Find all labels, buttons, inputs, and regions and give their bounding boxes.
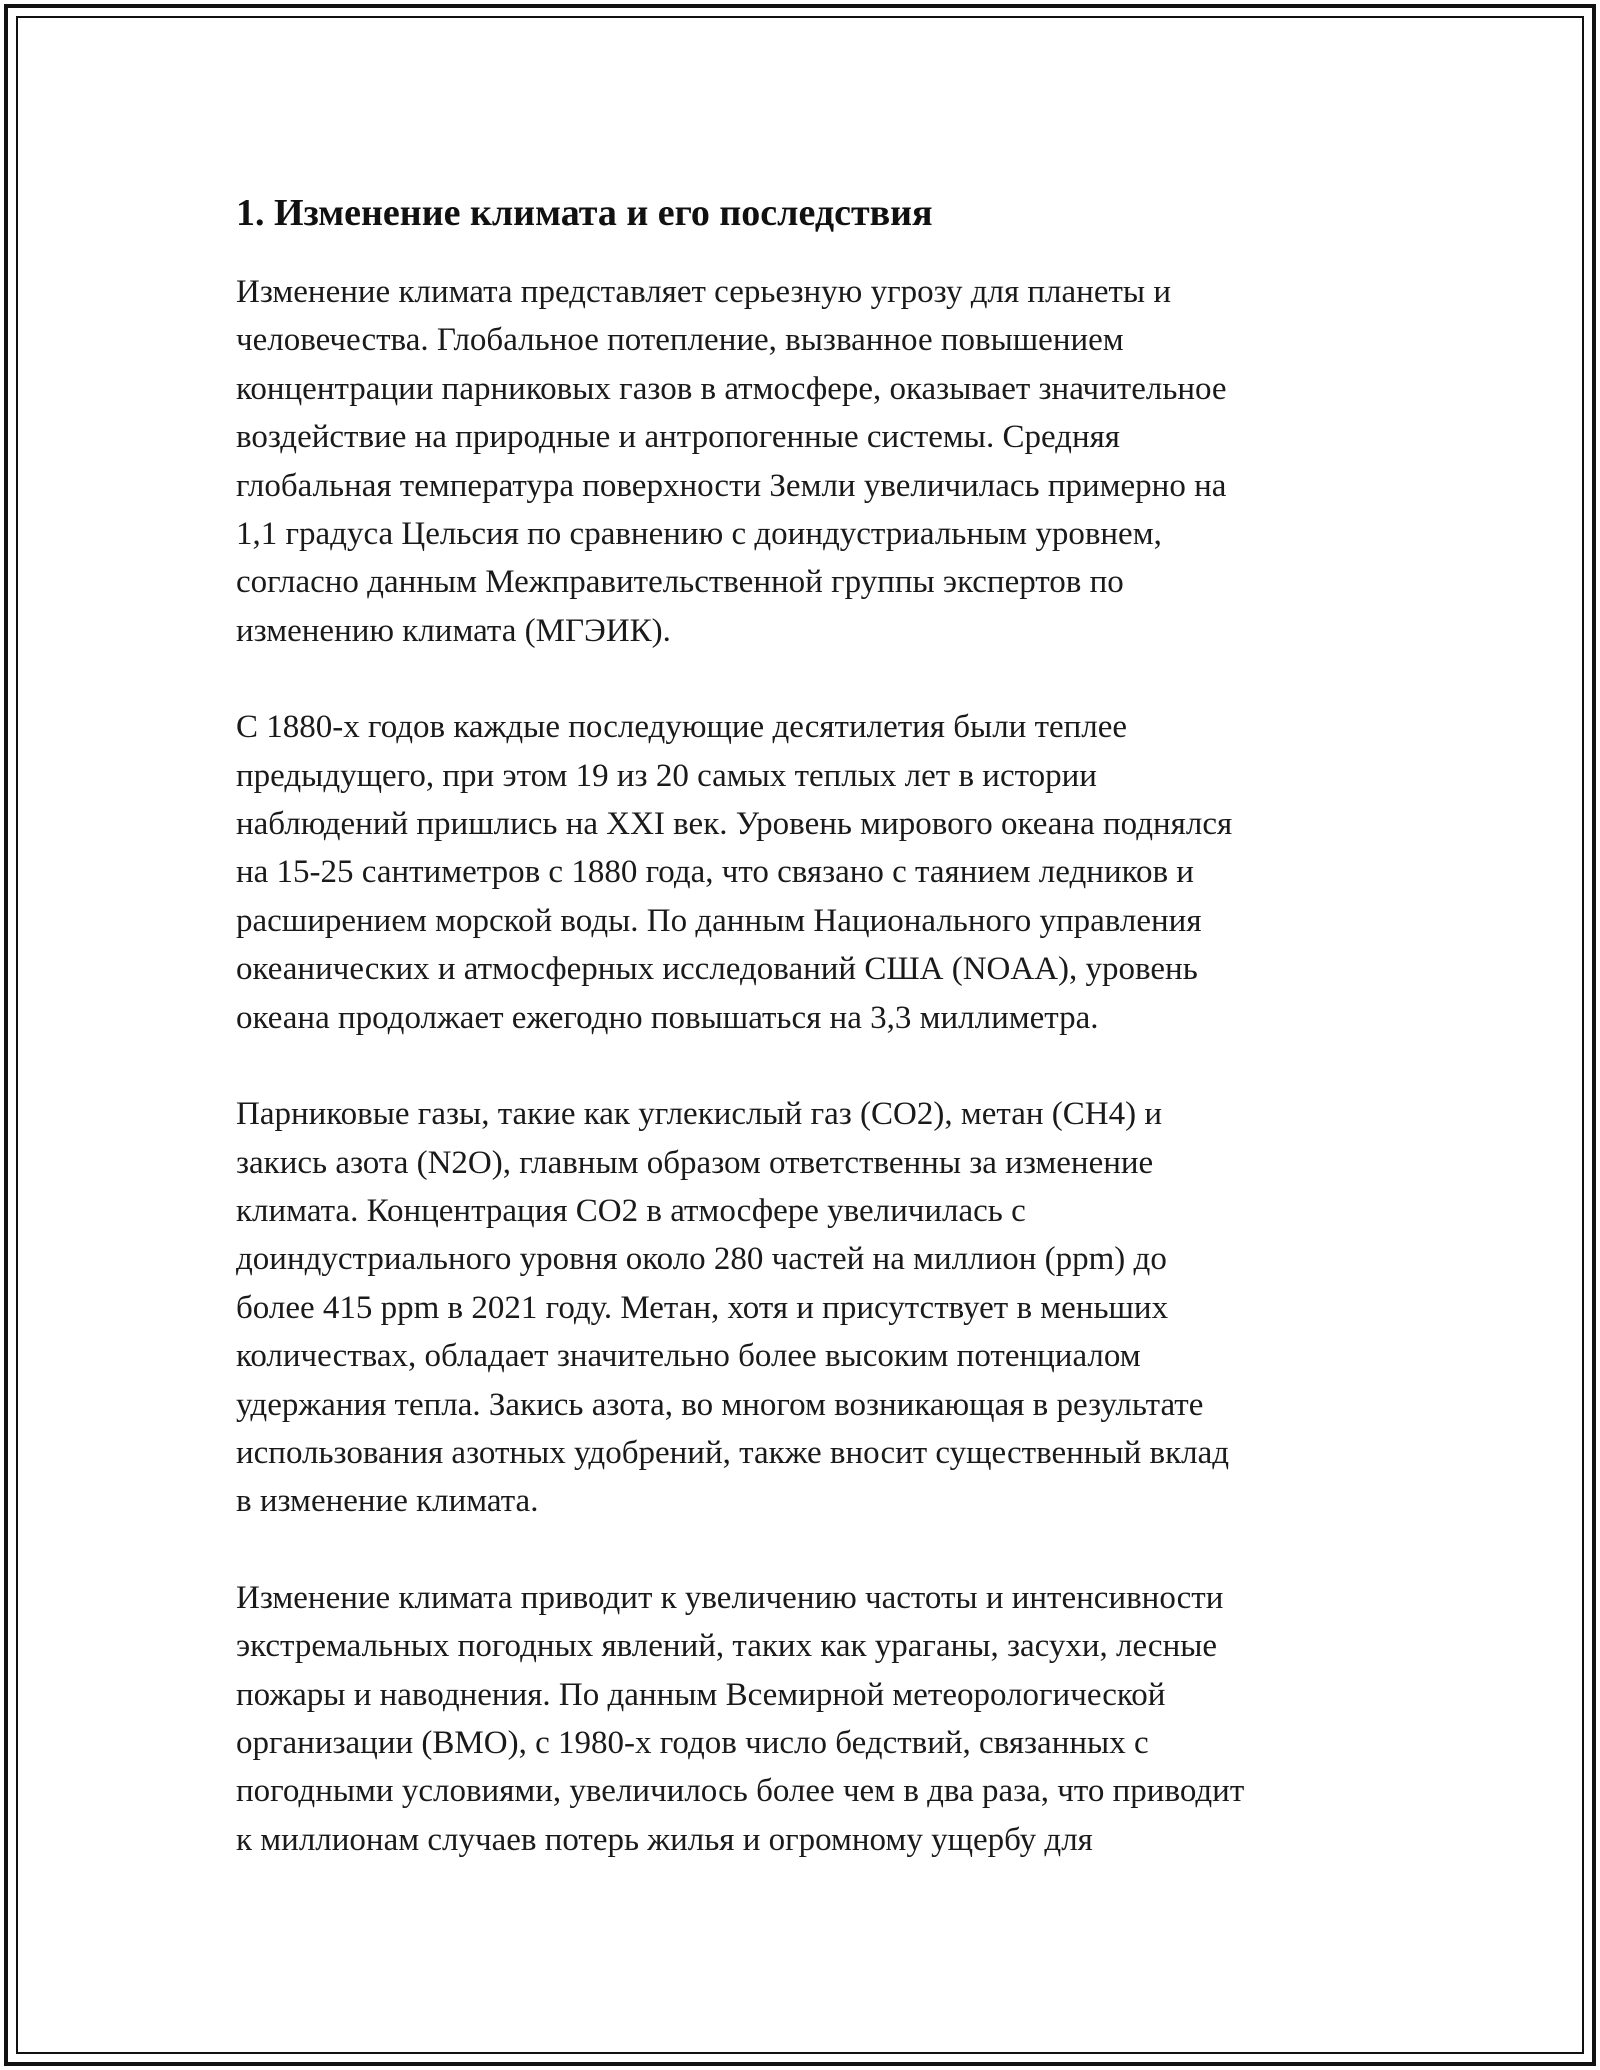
- paragraph-line: расширением морской воды. По данным Национального управления: [236, 902, 1202, 939]
- paragraph-line: доиндустриального уровня около 280 частей на миллион (ppm) до: [236, 1241, 1167, 1278]
- paragraph-line: погодными условиями, увеличилось более чем в два раза, что приводит: [236, 1773, 1245, 1810]
- paragraph-line: Парниковые газы, такие как углекислый газ (CO2), метан (CH4) и: [236, 1096, 1163, 1133]
- document-body: [236, 186, 1376, 1912]
- paragraph-line: более 415 ppm в 2021 году. Метан, хотя и присутствует в меньших: [236, 1289, 1169, 1326]
- paragraph-line: в изменение климата.: [236, 1483, 539, 1520]
- paragraph-line: человечества. Глобальное потепление, вызванное повышением: [236, 322, 1124, 359]
- paragraph-container: [236, 268, 1376, 1864]
- paragraph-line: 1,1 градуса Цельсия по сравнению с доиндустриальным уровнем,: [236, 516, 1162, 553]
- body-paragraph: [236, 1090, 1376, 1526]
- paragraph-line: Изменение климата представляет серьезную угрозу для планеты и: [236, 274, 1171, 310]
- paragraph-line: изменению климата (МГЭИК).: [236, 612, 671, 649]
- paragraph-line: организации (ВМО), с 1980-х годов число бедствий, связанных с: [236, 1724, 1149, 1761]
- paragraph-line: к миллионам случаев потерь жилья и огромному ущербу для: [236, 1821, 1093, 1858]
- body-paragraph: [236, 268, 1376, 655]
- paragraph-line: С 1880-х годов каждые последующие десятилетия были теплее: [236, 709, 1128, 746]
- body-paragraph: [236, 1574, 1376, 1864]
- paragraph-line: наблюдений пришлись на XXI век. Уровень мирового океана поднялся: [236, 806, 1233, 843]
- section-heading: 1. Изменение климата и его последствия: [236, 192, 933, 234]
- paragraph-line: Изменение климата приводит к увеличению частоты и интенсивности: [236, 1579, 1224, 1616]
- paragraph-line: воздействие на природные и антропогенные системы. Средняя: [236, 419, 1120, 456]
- paragraph-line: предыдущего, при этом 19 из 20 самых теплых лет в истории: [236, 757, 1097, 794]
- paragraph-line: использования азотных удобрений, также вносит существенный вклад: [236, 1434, 1230, 1471]
- body-paragraph: [236, 703, 1376, 1042]
- paragraph-line: удержания тепла. Закись азота, во многом возникающая в результате: [236, 1386, 1204, 1423]
- paragraph-line: океана продолжает ежегодно повышаться на 3,3 миллиметра.: [236, 999, 1099, 1036]
- paragraph-line: климата. Концентрация CO2 в атмосфере увеличилась с: [236, 1192, 1026, 1229]
- paragraph-line: концентрации парниковых газов в атмосфере, оказывает значительное: [236, 370, 1227, 407]
- paragraph-line: на 15-25 сантиметров с 1880 года, что связано с таянием ледников и: [236, 854, 1194, 891]
- paragraph-line: пожары и наводнения. По данным Всемирной метеорологической: [236, 1676, 1166, 1713]
- paragraph-line: экстремальных погодных явлений, таких как ураганы, засухи, лесные: [236, 1628, 1218, 1665]
- paragraph-line: океанических и атмосферных исследований США (NOAA), уровень: [236, 951, 1198, 988]
- paragraph-line: глобальная температура поверхности Земли увеличилась примерно на: [236, 467, 1227, 504]
- paragraph-line: закись азота (N2O), главным образом ответственны за изменение: [236, 1144, 1154, 1181]
- paragraph-line: согласно данным Межправительственной группы экспертов по: [236, 564, 1124, 601]
- paragraph-line: количествах, обладает значительно более высоким потенциалом: [236, 1338, 1141, 1375]
